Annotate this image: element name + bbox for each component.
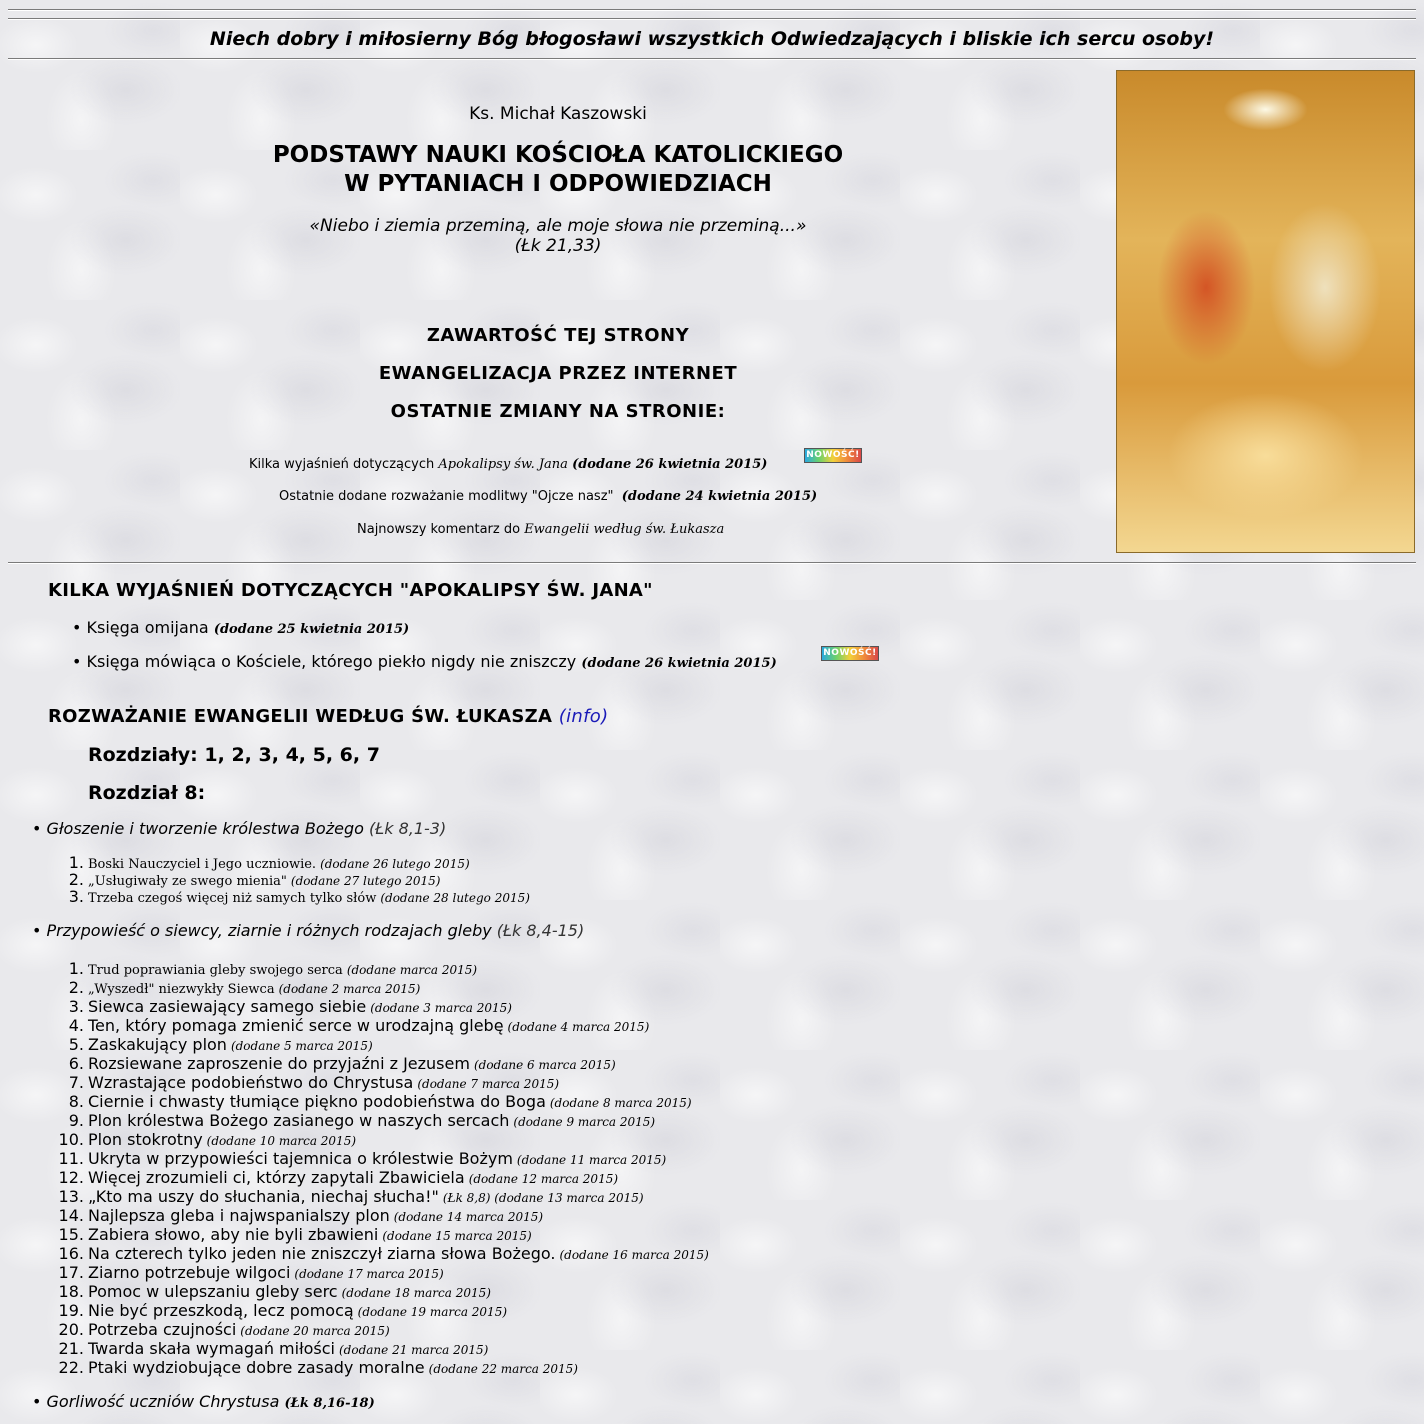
luke-heading: ROZWAŻANIE EWANGELII WEDŁUG ŚW. ŁUKASZA (info) [48, 706, 609, 727]
item-number: 22. [58, 1358, 84, 1377]
new-badge-icon: NOWOŚĆ! [821, 646, 879, 661]
item-title-link[interactable]: „Usługiwały ze swego mienia" [88, 874, 287, 889]
group-2-list [58, 959, 709, 1377]
list-item[interactable] [58, 1320, 709, 1339]
list-item[interactable] [58, 1206, 709, 1225]
item-number: 16. [58, 1244, 84, 1263]
item-title-link[interactable]: Trud poprawiania gleby swojego serca [88, 963, 343, 978]
item-title-link[interactable]: Więcej zrozumieli ci, którzy zapytali Zbawiciela [88, 1168, 465, 1187]
item-title-link[interactable]: Ten, który pomaga zmienić serce w urodzajną glebę [88, 1016, 504, 1035]
item-number: 11. [58, 1149, 84, 1168]
item-title-link[interactable]: Wzrastające podobieństwo do Chrystusa [88, 1073, 414, 1092]
item-date: (dodane 5 marca 2015) [230, 1039, 373, 1053]
item-number: 2. [68, 978, 84, 997]
section-rule [8, 562, 1416, 564]
item-title-link[interactable]: Najlepsza gleba i najwspanialszy plon [88, 1206, 390, 1225]
item-date: (dodane 7 marca 2015) [417, 1077, 560, 1091]
item-number: 6. [68, 1054, 84, 1073]
item-date: (Łk 8,8) (dodane 13 marca 2015) [442, 1191, 644, 1205]
item-date: (dodane 3 marca 2015) [370, 1001, 512, 1015]
item-date: (dodane 4 marca 2015) [507, 1020, 650, 1034]
motto [200, 216, 916, 256]
author-name: Ks. Michał Kaszowski [469, 104, 647, 124]
bullet-icon: • [72, 652, 82, 671]
apocalypse-heading: KILKA WYJAŚNIEŃ DOTYCZĄCYCH "APOKALIPSY ŚW. JANA" [48, 580, 653, 601]
item-date: (dodane 21 marca 2015) [339, 1343, 489, 1357]
item-number: 4. [68, 1016, 84, 1035]
list-item[interactable] [68, 978, 709, 997]
item-title-link[interactable]: Boski Nauczyciel i Jego uczniowie. [88, 857, 317, 872]
banner-rule [8, 58, 1416, 60]
list-item[interactable] [58, 1168, 709, 1187]
item-title-link[interactable]: Siewca zasiewający samego siebie [88, 997, 367, 1016]
list-item[interactable] [68, 853, 530, 872]
list-item[interactable] [68, 1111, 709, 1130]
nav-evangelization-link[interactable]: EWANGELIZACJA PRZEZ INTERNET [378, 363, 738, 384]
item-number: 21. [58, 1339, 84, 1358]
item-title-link[interactable]: Na czterech tylko jeden nie zniszczył ziarna słowa Bożego. [88, 1244, 556, 1263]
news-item-luke-commentary[interactable]: Najnowszy komentarz do Ewangelii według św. Łukasza [357, 522, 725, 537]
top-rule-2 [8, 18, 1416, 20]
bullet-icon: • [32, 1392, 42, 1411]
item-date: (dodane 20 marca 2015) [240, 1324, 390, 1338]
list-item[interactable] [68, 870, 530, 889]
item-number: 9. [68, 1111, 84, 1130]
list-item[interactable] [68, 1092, 709, 1111]
item-number: 1. [68, 853, 84, 872]
item-title-link[interactable]: Potrzeba czujności [88, 1320, 237, 1339]
list-item[interactable] [68, 1073, 709, 1092]
item-number: 10. [58, 1130, 84, 1149]
chapter-links[interactable]: 1, 2, 3, 4, 5, 6, 7 [204, 744, 380, 766]
item-date: (dodane 16 marca 2015) [559, 1248, 709, 1262]
bullet-icon: • [72, 618, 82, 637]
list-item[interactable] [58, 1244, 709, 1263]
item-date: (dodane 15 marca 2015) [382, 1229, 532, 1243]
list-item[interactable] [58, 1301, 709, 1320]
item-number: 1. [68, 959, 84, 978]
item-title-link[interactable]: „Wyszedł" niezwykły Siewca [88, 982, 275, 997]
page-title [200, 141, 916, 199]
item-title-link[interactable]: Trzeba czegoś więcej niż samych tylko słów [88, 891, 377, 906]
list-item[interactable] [58, 1263, 709, 1282]
item-number: 2. [68, 870, 84, 889]
item-title-link[interactable]: Ptaki wydziobujące dobre zasady moralne [88, 1358, 425, 1377]
item-date: (dodane 11 marca 2015) [516, 1153, 667, 1167]
new-badge-icon: NOWOŚĆ! [804, 448, 862, 463]
list-item[interactable] [58, 1225, 709, 1244]
news-item-apocalypse[interactable]: Kilka wyjaśnień dotyczących Apokalipsy św. Jana (dodane 26 kwietnia 2015) [249, 457, 768, 472]
item-date: (dodane 18 marca 2015) [341, 1286, 491, 1300]
item-number: 7. [68, 1073, 84, 1092]
item-date: (dodane 12 marca 2015) [468, 1172, 619, 1186]
list-item[interactable] [58, 1282, 709, 1301]
bullet-icon: • [32, 819, 42, 838]
item-title-link[interactable]: Plon stokrotny [88, 1130, 203, 1149]
group-2-heading: • Przypowieść o siewcy, ziarnie i różnych rodzajach gleby (Łk 8,4-15) [32, 921, 585, 940]
item-number: 3. [68, 997, 84, 1016]
welcome-banner: Niech dobry i miłosierny Bóg błogosławi wszystkich Odwiedzających i bliskie ich sercu osoby! [209, 28, 1215, 50]
list-item[interactable] [58, 1358, 709, 1377]
news-item-our-father[interactable]: Ostatnie dodane rozważanie modlitwy "Ojcze nasz" (dodane 24 kwietnia 2015) [279, 489, 818, 504]
list-item[interactable] [58, 1339, 709, 1358]
motto-ref: (Łk 21,33) [514, 236, 602, 256]
item-title-link[interactable]: Twarda skała wymagań miłości [88, 1339, 335, 1358]
group-1-list [68, 853, 530, 906]
item-title-link[interactable]: Zaskakujący plon [88, 1035, 227, 1054]
chapters-line: Rozdziały: 1, 2, 3, 4, 5, 6, 7 [88, 744, 380, 766]
apocalypse-item-1[interactable]: • Księga omijana (dodane 25 kwietnia 2015) [72, 618, 410, 637]
item-title-link[interactable]: Rozsiewane zaproszenie do przyjaźni z Jezusem [88, 1054, 470, 1073]
item-number: 17. [58, 1263, 84, 1282]
item-number: 15. [58, 1225, 84, 1244]
top-rule-1 [8, 9, 1416, 11]
item-date: (dodane 6 marca 2015) [473, 1058, 616, 1072]
list-item[interactable] [68, 1035, 709, 1054]
nav-recent-changes-heading: OSTATNIE ZMIANY NA STRONIE: [390, 401, 726, 422]
item-number: 5. [68, 1035, 84, 1054]
item-date: (dodane 9 marca 2015) [513, 1115, 656, 1129]
item-title-link[interactable]: Ziarno potrzebuje wilgoci [88, 1263, 291, 1282]
list-item[interactable] [68, 1016, 709, 1035]
apocalypse-item-2[interactable]: • Księga mówiąca o Kościele, którego piekło nigdy nie zniszczy (dodane 26 kwietnia 2015) [72, 652, 777, 671]
item-date: (dodane 2 marca 2015) [278, 982, 421, 996]
item-title-link[interactable]: „Kto ma uszy do słuchania, niechaj słucha!" [88, 1187, 439, 1206]
item-title-link[interactable]: Nie być przeszkodą, lecz pomocą [88, 1301, 354, 1320]
item-title-link[interactable]: Zabiera słowo, aby nie byli zbawieni [88, 1225, 379, 1244]
item-title-link[interactable]: Ciernie i chwasty tłumiące piękno podobieństwa do Boga [88, 1092, 546, 1111]
item-date: (dodane 10 marca 2015) [206, 1134, 357, 1148]
item-number: 12. [58, 1168, 84, 1187]
item-title-link[interactable]: Ukryta w przypowieści tajemnica o królestwie Bożym [88, 1149, 513, 1168]
group-1-heading: • Głoszenie i tworzenie królestwa Bożego (Łk 8,1-3) [32, 819, 447, 838]
info-link[interactable]: (info) [558, 706, 609, 727]
item-date: (dodane 14 marca 2015) [393, 1210, 544, 1224]
item-title-link[interactable]: Pomoc w ulepszaniu gleby serc [88, 1282, 338, 1301]
item-number: 13. [58, 1187, 84, 1206]
item-number: 3. [68, 887, 84, 906]
list-item[interactable] [68, 1054, 709, 1073]
chapter-8-label: Rozdział 8: [88, 782, 206, 804]
nav-contents-link[interactable]: ZAWARTOŚĆ TEJ STRONY [426, 325, 690, 346]
list-item[interactable] [68, 997, 709, 1016]
item-date: (dodane 8 marca 2015) [549, 1096, 692, 1110]
item-title-link[interactable]: Plon królestwa Bożego zasianego w naszych sercach [88, 1111, 510, 1130]
item-number: 8. [68, 1092, 84, 1111]
motto-text: «Niebo i ziemia przeminą, ale moje słowa nie przeminą...» [309, 216, 807, 236]
item-date: (dodane 27 lutego 2015) [290, 874, 441, 888]
item-number: 20. [58, 1320, 84, 1339]
item-date: (dodane marca 2015) [346, 963, 478, 977]
list-item[interactable] [58, 1149, 709, 1168]
item-date: (dodane 26 lutego 2015) [320, 857, 470, 871]
title-line-2: W PYTANIACH I ODPOWIEDZIACH [344, 171, 772, 197]
group-3-heading: • Gorliwość uczniów Chrystusa (Łk 8,16-18) [32, 1392, 375, 1411]
item-number: 18. [58, 1282, 84, 1301]
list-item[interactable] [68, 959, 709, 978]
list-item[interactable] [58, 1187, 709, 1206]
holy-trinity-painting [1116, 70, 1415, 553]
list-item[interactable] [58, 1130, 709, 1149]
item-number: 19. [58, 1301, 84, 1320]
item-date: (dodane 17 marca 2015) [294, 1267, 444, 1281]
item-date: (dodane 28 lutego 2015) [380, 891, 530, 905]
item-date: (dodane 22 marca 2015) [428, 1362, 578, 1376]
item-number: 14. [58, 1206, 84, 1225]
title-line-1: PODSTAWY NAUKI KOŚCIOŁA KATOLICKIEGO [272, 142, 844, 168]
list-item[interactable] [68, 887, 530, 906]
item-date: (dodane 19 marca 2015) [357, 1305, 508, 1319]
bullet-icon: • [32, 921, 42, 940]
